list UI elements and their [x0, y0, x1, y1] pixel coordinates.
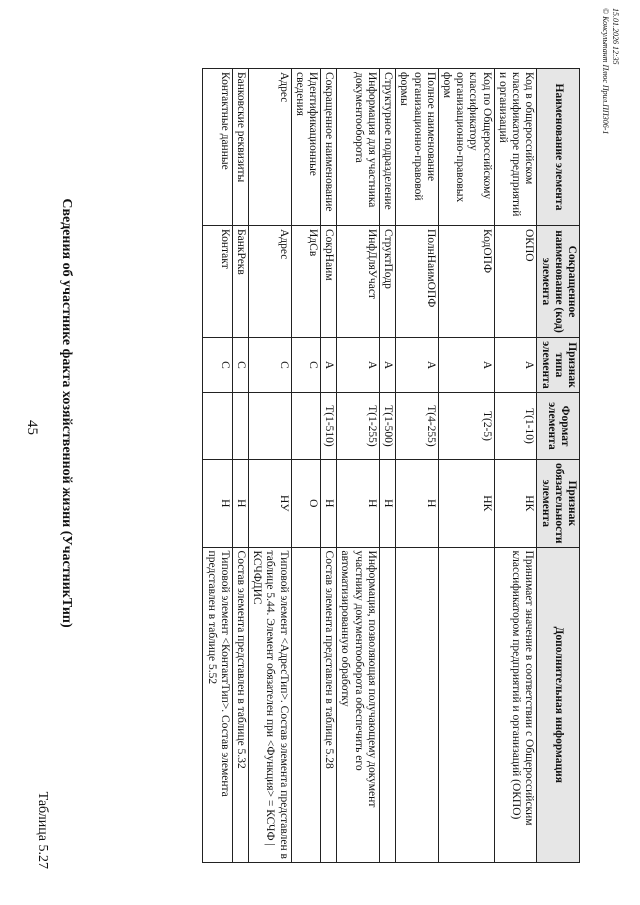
header-cell: Признак обязательности элемента	[537, 460, 580, 548]
stamp-date: 15.01.2026 12:35	[611, 8, 620, 65]
cell-format: T(4-255)	[396, 393, 439, 460]
header-cell: Формат элемента	[537, 393, 580, 460]
cell-required: НК	[494, 460, 537, 548]
cell-name: Информация для участника документооборота	[337, 69, 380, 226]
cell-info	[379, 547, 395, 862]
data-table	[202, 68, 580, 863]
cell-type: С	[291, 338, 320, 393]
cell-format: T(2-5)	[438, 393, 494, 460]
table-row	[248, 69, 291, 863]
stamp-source: © Консультант Плюс Прил.ПП306-1	[601, 8, 611, 135]
cell-required: НУ	[248, 460, 291, 548]
cell-type: А	[337, 338, 380, 393]
cell-code: СокрНаим	[321, 226, 337, 338]
page-number: 45	[24, 420, 40, 435]
cell-type: С	[203, 338, 232, 393]
cell-name: Контактные данные	[203, 69, 232, 226]
cell-code: ПолнНаимОПФ	[396, 226, 439, 338]
table-row	[494, 69, 537, 863]
cell-info: Типовой элемент <АдресТип>. Состав элемента представлен в таблице 5.44. Элемент обязателен при <Функция> = КСЧФ | КСЧФДИС	[248, 547, 291, 862]
cell-code: Контакт	[203, 226, 232, 338]
cell-code: КодОПФ	[438, 226, 494, 338]
table-row	[291, 69, 320, 863]
cell-required: Н	[379, 460, 395, 548]
cell-name: Полное наименование организационно-правовой формы	[396, 69, 439, 226]
cell-name: Код в общероссийском классификаторе предприятий и организаций	[494, 69, 537, 226]
header-cell: Сокращенное наименование (код) элемента	[537, 226, 580, 338]
cell-type: А	[494, 338, 537, 393]
cell-code: СтруктПодр	[379, 226, 395, 338]
table-row	[337, 69, 380, 863]
table-row	[379, 69, 395, 863]
cell-format	[232, 393, 248, 460]
cell-info	[291, 547, 320, 862]
cell-format	[248, 393, 291, 460]
cell-format	[203, 393, 232, 460]
cell-type: С	[232, 338, 248, 393]
header-cell: Наименование элемента	[537, 69, 580, 226]
cell-required: Н	[396, 460, 439, 548]
cell-info: Состав элемента представлен в таблице 5.32	[232, 547, 248, 862]
cell-name: Адрес	[248, 69, 291, 226]
header-cell: Признак типа элемента	[537, 338, 580, 393]
header-cell: Дополнительная информация	[537, 547, 580, 862]
cell-name: Банковские реквизиты	[232, 69, 248, 226]
cell-required: Н	[337, 460, 380, 548]
cell-required: Н	[232, 460, 248, 548]
table-title: Сведения об участнике факта хозяйственной жизни (УчастникТип)	[59, 198, 74, 628]
cell-code: ИнфДляУчаст	[337, 226, 380, 338]
cell-required: Н	[321, 460, 337, 548]
header-row	[537, 69, 580, 863]
cell-name: Код по Общероссийскому классификатору организационно-правовых форм	[438, 69, 494, 226]
cell-type: А	[438, 338, 494, 393]
cell-format: T(1-10)	[494, 393, 537, 460]
table-label: Таблица 5.27	[35, 791, 50, 869]
cell-name: Сокращенное наименование	[321, 69, 337, 226]
print-stamp	[601, 8, 620, 134]
cell-info: Типовой элемент <КонтактТип>. Состав элемента представлен в таблице 5.52	[203, 547, 232, 862]
cell-info: Состав элемента представлен в таблице 5.28	[321, 547, 337, 862]
cell-type: С	[248, 338, 291, 393]
cell-code: БанкРекв	[232, 226, 248, 338]
cell-code: ИдСв	[291, 226, 320, 338]
table-row	[438, 69, 494, 863]
table-row	[232, 69, 248, 863]
cell-name: Идентификационные сведения	[291, 69, 320, 226]
cell-required: Н	[203, 460, 232, 548]
cell-code: ОКПО	[494, 226, 537, 338]
cell-type: А	[396, 338, 439, 393]
cell-info: Информация, позволяющая получающему документ участнику документооборота обеспечить его автоматизированную обработку	[337, 547, 380, 862]
cell-required: НК	[438, 460, 494, 548]
cell-type: А	[379, 338, 395, 393]
cell-info	[438, 547, 494, 862]
cell-type: А	[321, 338, 337, 393]
cell-format: T(1-255)	[337, 393, 380, 460]
cell-name: Структурное подразделение	[379, 69, 395, 226]
cell-info: Принимает значение в соответствии с Общероссийским классификатором предприятий и организаций (ОКПО)	[494, 547, 537, 862]
table-row	[321, 69, 337, 863]
cell-format: T(1-510)	[321, 393, 337, 460]
table-row	[203, 69, 232, 863]
cell-format: T(1-500)	[379, 393, 395, 460]
cell-required: О	[291, 460, 320, 548]
cell-info	[396, 547, 439, 862]
cell-code: Адрес	[248, 226, 291, 338]
table-row	[396, 69, 439, 863]
cell-format	[291, 393, 320, 460]
